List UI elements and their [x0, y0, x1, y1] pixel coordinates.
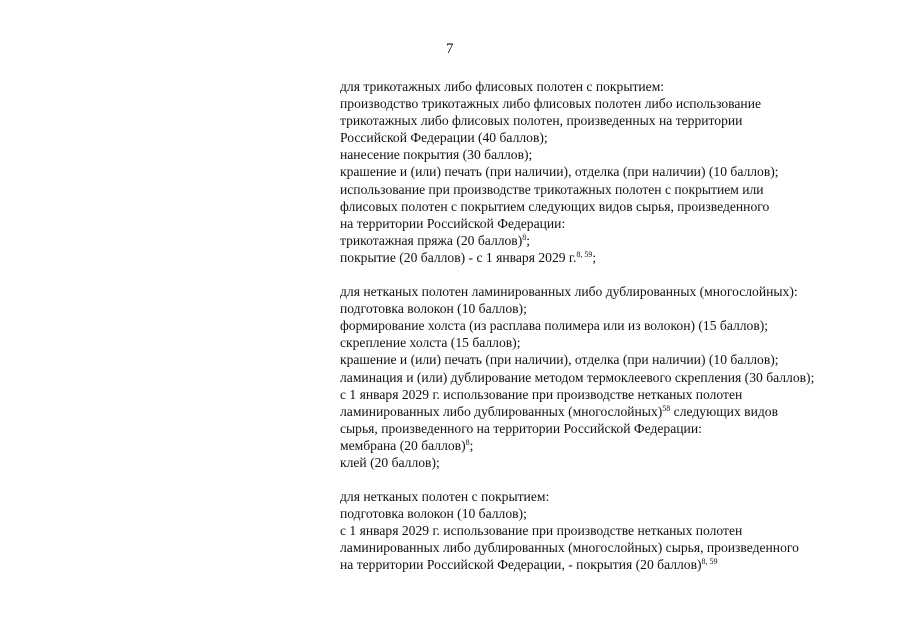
line-text: производство трикотажных либо флисовых полотен либо использование — [340, 96, 762, 112]
text-line — [340, 249, 900, 266]
section-gap — [340, 266, 900, 283]
footnote-reference: 58 — [662, 403, 671, 413]
line-text: мембрана (20 баллов) — [340, 437, 466, 453]
line-text: крашение и (или) печать (при наличии), отделка (при наличии) (10 баллов); — [340, 164, 779, 180]
line-text: нанесение покрытия (30 баллов); — [340, 147, 533, 163]
document-section — [340, 488, 900, 573]
line-text: подготовка волокон (10 баллов); — [340, 506, 527, 522]
line-text-tail: следующих видов — [670, 403, 778, 419]
line-text: ламинированных либо дублированных (многослойных) сырья, произведенного — [340, 540, 799, 556]
document-body — [340, 78, 900, 574]
line-text: подготовка волокон (10 баллов); — [340, 301, 527, 317]
page-number: 7 — [446, 41, 454, 57]
line-text-tail: ; — [469, 437, 474, 453]
text-line — [340, 369, 900, 386]
line-text: трикотажная пряжа (20 баллов) — [340, 232, 523, 248]
line-text: для нетканых полотен ламинированных либо дублированных (многослойных): — [340, 284, 798, 300]
text-line — [340, 232, 900, 249]
line-text: ламинация и (или) дублирование методом термоклеевого скрепления (30 баллов); — [340, 369, 815, 385]
line-text: для нетканых полотен с покрытием: — [340, 489, 550, 505]
text-line — [340, 437, 900, 454]
text-line — [340, 163, 900, 180]
line-text: с 1 января 2029 г. использование при производстве нетканых полотен — [340, 523, 743, 539]
line-text: скрепление холста (15 баллов); — [340, 335, 521, 351]
line-text: трикотажных либо флисовых полотен, произведенных на территории — [340, 113, 743, 129]
text-line — [340, 420, 900, 437]
footnote-reference: 8, 59 — [701, 557, 718, 567]
line-text: ламинированных либо дублированных (многослойных) — [340, 403, 663, 419]
line-text-tail: ; — [592, 249, 597, 265]
line-text: крашение и (или) печать (при наличии), отделка (при наличии) (10 баллов); — [340, 352, 779, 368]
text-line — [340, 556, 900, 573]
document-section — [340, 78, 900, 266]
section-gap — [340, 471, 900, 488]
text-line — [340, 505, 900, 522]
text-line — [340, 454, 900, 471]
line-text: Российской Федерации (40 баллов); — [340, 130, 548, 146]
line-text: сырья, произведенного на территории Российской Федерации: — [340, 420, 702, 436]
line-text-tail: ; — [526, 232, 531, 248]
text-line — [340, 351, 900, 368]
text-line — [340, 539, 900, 556]
line-text: на территории Российской Федерации: — [340, 215, 566, 231]
text-line — [340, 317, 900, 334]
line-text: формирование холста (из расплава полимера или из волокон) (15 баллов); — [340, 318, 769, 334]
line-text: покрытие (20 баллов) - с 1 января 2029 г. — [340, 249, 577, 265]
text-line — [340, 334, 900, 351]
text-line — [340, 95, 900, 112]
text-line — [340, 112, 900, 129]
footnote-reference: 8, 59 — [576, 249, 593, 259]
line-text: на территории Российской Федерации, - покрытия (20 баллов) — [340, 557, 702, 573]
text-line — [340, 215, 900, 232]
line-text: для трикотажных либо флисовых полотен с покрытием: — [340, 79, 665, 94]
text-line — [340, 198, 900, 215]
document-section — [340, 283, 900, 471]
line-text: с 1 января 2029 г. использование при производстве нетканых полотен — [340, 386, 743, 402]
text-line — [340, 403, 900, 420]
section-heading-line — [340, 78, 900, 95]
text-line — [340, 522, 900, 539]
footnote-reference: 8 — [465, 437, 470, 447]
text-line — [340, 129, 900, 146]
line-text: использование при производстве трикотажных полотен с покрытием или — [340, 181, 764, 197]
text-line — [340, 181, 900, 198]
section-heading-line — [340, 488, 900, 505]
text-line — [340, 300, 900, 317]
line-text: клей (20 баллов); — [340, 454, 440, 470]
text-line — [340, 146, 900, 163]
section-heading-line — [340, 283, 900, 300]
footnote-reference: 8 — [522, 232, 527, 242]
text-line — [340, 386, 900, 403]
line-text: флисовых полотен с покрытием следующих видов сырья, произведенного — [340, 198, 770, 214]
